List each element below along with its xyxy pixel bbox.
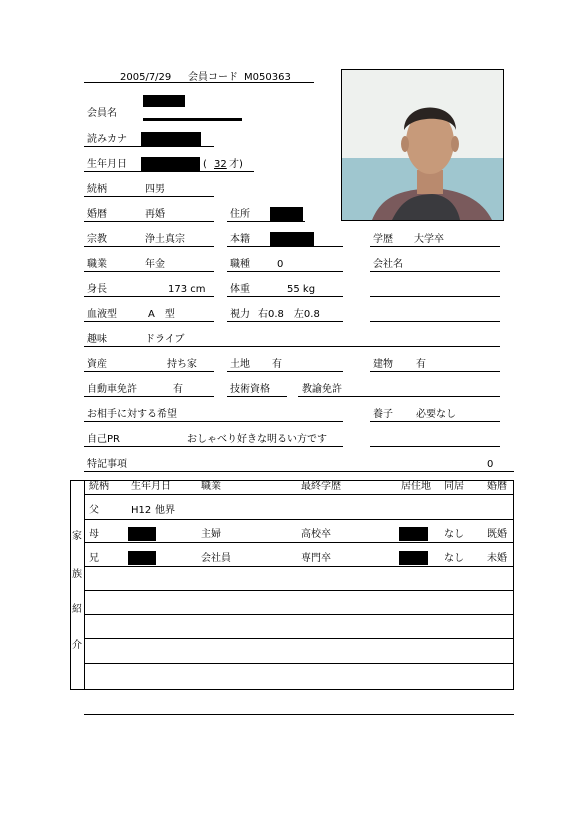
name-redaction [143, 95, 185, 107]
family-row-3-birth-redaction [128, 551, 156, 565]
jobtype-value: 0 [277, 259, 284, 270]
portrait-image [342, 70, 503, 220]
kana-underline [84, 146, 214, 147]
pr-value: おしゃべり好きな明るい方です [187, 434, 327, 445]
blank-underline-2 [370, 321, 500, 322]
family-header-rel: 続柄 [89, 481, 109, 492]
kana-redaction [141, 132, 201, 146]
family-line-8 [84, 663, 514, 664]
address-label: 住所 [230, 209, 250, 220]
adopt-value: 必要なし [416, 409, 456, 420]
family-line-4 [84, 566, 514, 567]
pr-label: 自己PR [87, 434, 120, 445]
family-row-2-marital: 既婚 [487, 529, 507, 540]
weight-label: 体重 [230, 284, 250, 295]
company-underline [370, 271, 500, 272]
member-photo [341, 69, 504, 221]
family-side-label-3: 紹 [72, 604, 82, 615]
family-row-2-rel: 母 [89, 529, 99, 540]
tech-label-underline [227, 396, 287, 397]
jobtype-label: 職種 [230, 259, 250, 270]
hobby-underline [84, 346, 500, 347]
address-redaction [270, 207, 303, 221]
family-line-7 [84, 638, 514, 639]
vision-label: 視力 [230, 309, 250, 320]
building-value: 有 [416, 359, 426, 370]
zokugara-value: 四男 [145, 184, 165, 195]
family-header-marital: 婚暦 [487, 481, 507, 492]
family-row-2-live-redaction [399, 527, 428, 541]
kana-label: 読みカナ [87, 134, 127, 145]
job-label: 職業 [87, 259, 107, 270]
tech-value: 教諭免許 [302, 384, 342, 395]
member-code-label: 会員コード [188, 72, 238, 83]
family-header-live: 居住地 [401, 481, 431, 492]
marital-value: 再婚 [145, 209, 165, 220]
honseki-label: 本籍 [230, 234, 250, 245]
blood-underline [84, 321, 214, 322]
pr-underline [84, 446, 343, 447]
birth-label: 生年月日 [87, 159, 127, 170]
assets-label: 資産 [87, 359, 107, 370]
family-side-label-2: 族 [72, 569, 82, 580]
height-underline [84, 296, 214, 297]
family-row-1-job: 他界 [155, 505, 175, 516]
family-row-1-birth: H12 [131, 505, 152, 516]
education-label: 学歴 [373, 234, 393, 245]
jobtype-underline [227, 271, 343, 272]
religion-value: 浄土真宗 [145, 234, 185, 245]
age-open: ( [203, 159, 207, 170]
family-row-2-edu: 高校卒 [301, 529, 331, 540]
education-underline [370, 246, 500, 247]
header-underline [84, 82, 314, 83]
vision-value: 右0.8 左0.8 [258, 309, 320, 320]
blank-underline-3 [370, 446, 500, 447]
zokugara-label: 続柄 [87, 184, 107, 195]
family-side-label-1: 家 [72, 531, 82, 542]
age-value: 32 [214, 159, 227, 170]
family-line-2 [84, 519, 514, 520]
vision-underline [227, 321, 343, 322]
address-underline [227, 221, 305, 222]
zokugara-underline [84, 196, 214, 197]
family-line-6 [84, 614, 514, 615]
family-bottom-border [70, 689, 514, 690]
family-row-3-cohab: なし [444, 553, 464, 564]
family-line-1 [84, 494, 514, 495]
adopt-underline [370, 421, 500, 422]
family-row-1-rel: 父 [89, 505, 99, 516]
special-label: 特記事項 [87, 459, 127, 470]
birth-underline [84, 171, 254, 172]
marital-label: 婚暦 [87, 209, 107, 220]
land-value: 有 [272, 359, 282, 370]
family-header-edu: 最終学歴 [301, 481, 341, 492]
wish-label: お相手に対する希望 [87, 409, 177, 420]
license-underline [84, 396, 214, 397]
family-row-3-job: 会社員 [201, 553, 231, 564]
family-line-3 [84, 542, 514, 543]
tech-underline [298, 396, 500, 397]
family-row-3-rel: 兄 [89, 553, 99, 564]
honseki-underline [227, 246, 343, 247]
land-underline [227, 371, 343, 372]
name-label: 会員名 [87, 108, 117, 119]
height-label: 身長 [87, 284, 107, 295]
religion-underline [84, 246, 214, 247]
footer-line [84, 714, 514, 715]
special-value: 0 [487, 459, 494, 470]
family-row-3-edu: 専門卒 [301, 553, 331, 564]
license-label: 自動車免許 [87, 384, 137, 395]
family-row-3-marital: 未婚 [487, 553, 507, 564]
form-date: 2005/7/29 [120, 72, 172, 83]
building-underline [370, 371, 500, 372]
adopt-label: 養子 [373, 409, 393, 420]
tech-label: 技術資格 [230, 384, 270, 395]
family-inner-border [84, 480, 85, 689]
family-left-border [70, 480, 71, 689]
member-code: M050363 [244, 72, 291, 83]
age-unit: 才) [229, 159, 243, 170]
honseki-redaction [270, 232, 314, 246]
blood-value: A 型 [148, 309, 175, 320]
family-right-border [513, 480, 514, 689]
land-label: 土地 [230, 359, 250, 370]
family-side-label-4: 介 [72, 640, 82, 651]
license-value: 有 [173, 384, 183, 395]
religion-label: 宗教 [87, 234, 107, 245]
birth-redaction [141, 157, 200, 171]
family-header-job: 職業 [201, 481, 221, 492]
special-underline [84, 471, 514, 472]
marital-underline [84, 221, 214, 222]
blank-underline-1 [370, 296, 500, 297]
assets-underline [84, 371, 214, 372]
family-row-2-birth-redaction [128, 527, 156, 541]
hobby-value: ドライブ [145, 334, 185, 345]
family-header-birth: 生年月日 [131, 481, 171, 492]
family-row-2-cohab: なし [444, 529, 464, 540]
family-row-2-job: 主婦 [201, 529, 221, 540]
hobby-label: 趣味 [87, 334, 107, 345]
weight-value: 55 kg [287, 284, 316, 295]
height-value: 173 cm [168, 284, 206, 295]
family-row-3-live-redaction [399, 551, 428, 565]
job-value: 年金 [145, 259, 165, 270]
weight-underline [227, 296, 343, 297]
wish-underline [84, 421, 343, 422]
family-line-5 [84, 590, 514, 591]
education-value: 大学卒 [414, 234, 444, 245]
building-label: 建物 [373, 359, 393, 370]
blood-label: 血液型 [87, 309, 117, 320]
company-label: 会社名 [373, 259, 403, 270]
family-header-cohab: 同居 [444, 481, 464, 492]
assets-value: 持ち家 [167, 359, 197, 370]
job-underline [84, 271, 214, 272]
name-underline-redaction [143, 118, 242, 121]
